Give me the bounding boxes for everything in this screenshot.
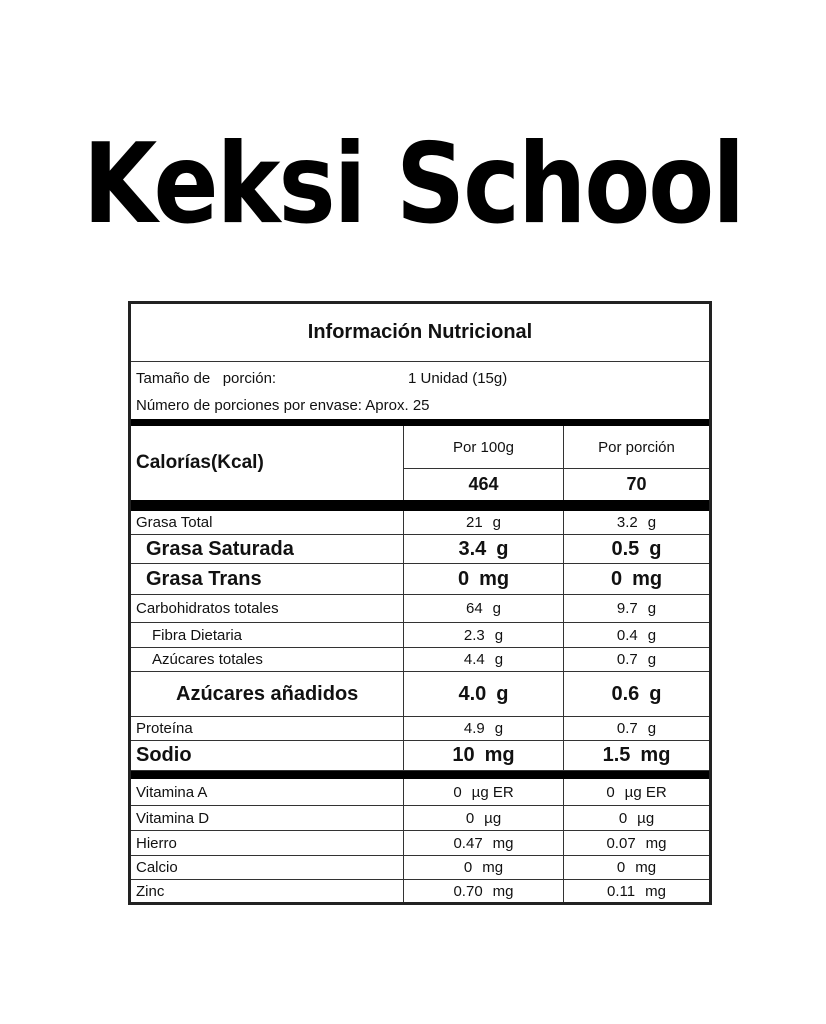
amount: 3.4 [458, 537, 487, 560]
amount: 0 [616, 859, 626, 876]
unit: g [494, 720, 504, 737]
unit: µg [484, 809, 502, 827]
value-per-100g [403, 806, 563, 830]
value-per-portion [563, 672, 709, 716]
amount: 0.07 [606, 834, 636, 852]
nutrient-row [131, 856, 709, 880]
calories-label: Calorías(Kcal) [136, 452, 264, 473]
value-per-100g [403, 535, 563, 563]
nutrient-row [131, 880, 709, 902]
unit: g [647, 514, 657, 531]
amount: 4.0 [458, 682, 487, 705]
unit: mg [482, 859, 504, 876]
value-per-portion [563, 779, 709, 805]
value-per-portion [563, 717, 709, 740]
amount: 1.5 [602, 744, 631, 766]
nutrient-name: Zinc [136, 882, 165, 900]
unit: µg [637, 809, 655, 827]
amount: 10 [452, 744, 475, 766]
amount: 0.7 [616, 720, 638, 737]
value-per-100g [403, 511, 563, 534]
amount: 4.9 [463, 720, 485, 737]
unit: mg [645, 834, 667, 852]
amount: 0 [457, 567, 470, 590]
amount: 0.47 [453, 834, 483, 852]
value-per-100g [403, 717, 563, 740]
value-per-100g [403, 623, 563, 647]
nutrient-name: Grasa Trans [146, 567, 262, 590]
unit: mg [645, 882, 666, 900]
nutrient-row [131, 672, 709, 717]
calories-row [131, 426, 709, 500]
nutrient-row [131, 648, 709, 672]
value-per-100g [403, 779, 563, 805]
unit: µg ER [624, 783, 667, 801]
divider [131, 500, 709, 511]
unit: mg [635, 859, 657, 876]
unit: g [496, 682, 509, 705]
value-per-portion [563, 806, 709, 830]
amount: 0 [606, 783, 615, 801]
serving-info [131, 362, 709, 419]
value-per-portion [563, 623, 709, 647]
nutrient-name: Azúcares totales [152, 651, 263, 668]
amount: 2.3 [463, 626, 485, 644]
nutrient-name: Azúcares añadidos [176, 682, 359, 705]
nutrient-name: Fibra Dietaria [152, 626, 243, 644]
divider [131, 771, 709, 779]
value-per-100g [403, 856, 563, 879]
unit: mg [484, 744, 515, 766]
amount: 0.4 [616, 626, 638, 644]
unit: mg [479, 567, 510, 590]
nutrient-name: Vitamina A [136, 783, 208, 801]
unit: g [492, 514, 502, 531]
value-per-portion [563, 564, 709, 594]
unit: g [647, 626, 657, 644]
divider [131, 419, 709, 426]
amount: 64 [465, 600, 483, 617]
nutrient-row [131, 535, 709, 564]
amount: 0.5 [611, 537, 640, 560]
unit: µg ER [471, 783, 514, 801]
servings-per-container: Número de porciones por envase: Aprox. 25 [136, 397, 430, 414]
nutrient-name: Sodio [136, 744, 192, 766]
unit: g [496, 537, 509, 560]
nutrient-row [131, 779, 709, 806]
unit: g [494, 651, 504, 668]
nutrient-name: Proteína [136, 720, 193, 737]
nutrient-row [131, 717, 709, 741]
value-per-portion [563, 511, 709, 534]
unit: g [647, 651, 657, 668]
col-header-per-100g: Por 100g [403, 426, 563, 469]
amount: 0.7 [616, 651, 638, 668]
nutrient-row [131, 511, 709, 535]
table-title-row [131, 304, 709, 362]
value-per-100g [403, 564, 563, 594]
unit: g [494, 626, 504, 644]
unit: g [492, 600, 502, 617]
unit: mg [640, 744, 671, 766]
value-per-portion [563, 595, 709, 622]
amount: 0 [465, 809, 475, 827]
unit: g [649, 682, 662, 705]
nutrient-row [131, 741, 709, 771]
nutrient-name: Calcio [136, 859, 178, 876]
value-per-100g [403, 595, 563, 622]
unit: g [649, 537, 662, 560]
nutrient-name: Hierro [136, 834, 177, 852]
amount: 3.2 [616, 514, 638, 531]
amount: 0 [453, 783, 462, 801]
value-per-100g [403, 648, 563, 671]
amount: 21 [465, 514, 483, 531]
nutrient-row [131, 806, 709, 831]
amount: 0 [463, 859, 473, 876]
value-per-portion [563, 741, 709, 770]
nutrient-name: Grasa Saturada [146, 537, 294, 560]
unit: mg [632, 567, 663, 590]
value-per-100g [403, 672, 563, 716]
unit: mg [492, 882, 514, 900]
unit: mg [492, 834, 514, 852]
amount: 0.70 [453, 882, 483, 900]
value-per-portion [563, 831, 709, 855]
nutrition-facts-table [128, 301, 712, 905]
amount: 4.4 [463, 651, 485, 668]
nutrient-row [131, 564, 709, 595]
amount: 0 [610, 567, 623, 590]
brand-logo-text: Keksi School [82, 119, 744, 249]
value-per-portion [563, 856, 709, 879]
amount: 0.11 [607, 882, 636, 900]
nutrient-row [131, 595, 709, 623]
nutrient-name: Vitamina D [136, 809, 210, 827]
value-per-100g [403, 831, 563, 855]
nutrient-row [131, 623, 709, 648]
table-title: Información Nutricional [307, 321, 533, 343]
amount: 0 [618, 809, 628, 827]
unit: g [647, 720, 657, 737]
value-per-100g [403, 880, 563, 902]
nutrient-name: Grasa Total [136, 514, 213, 531]
calories-per-portion: 70 [563, 469, 709, 500]
amount: 9.7 [616, 600, 638, 617]
calories-per-100g: 464 [403, 469, 563, 500]
serving-size-label: Tamaño de porción: [136, 370, 277, 387]
col-header-per-portion: Por porción [563, 426, 709, 469]
serving-size-value: 1 Unidad (15g) [408, 370, 508, 387]
nutrient-name: Carbohidratos totales [136, 600, 279, 617]
value-per-portion [563, 535, 709, 563]
value-per-portion [563, 880, 709, 902]
amount: 0.6 [611, 682, 640, 705]
value-per-100g [403, 741, 563, 770]
unit: g [647, 600, 657, 617]
value-per-portion [563, 648, 709, 671]
nutrient-row [131, 831, 709, 856]
